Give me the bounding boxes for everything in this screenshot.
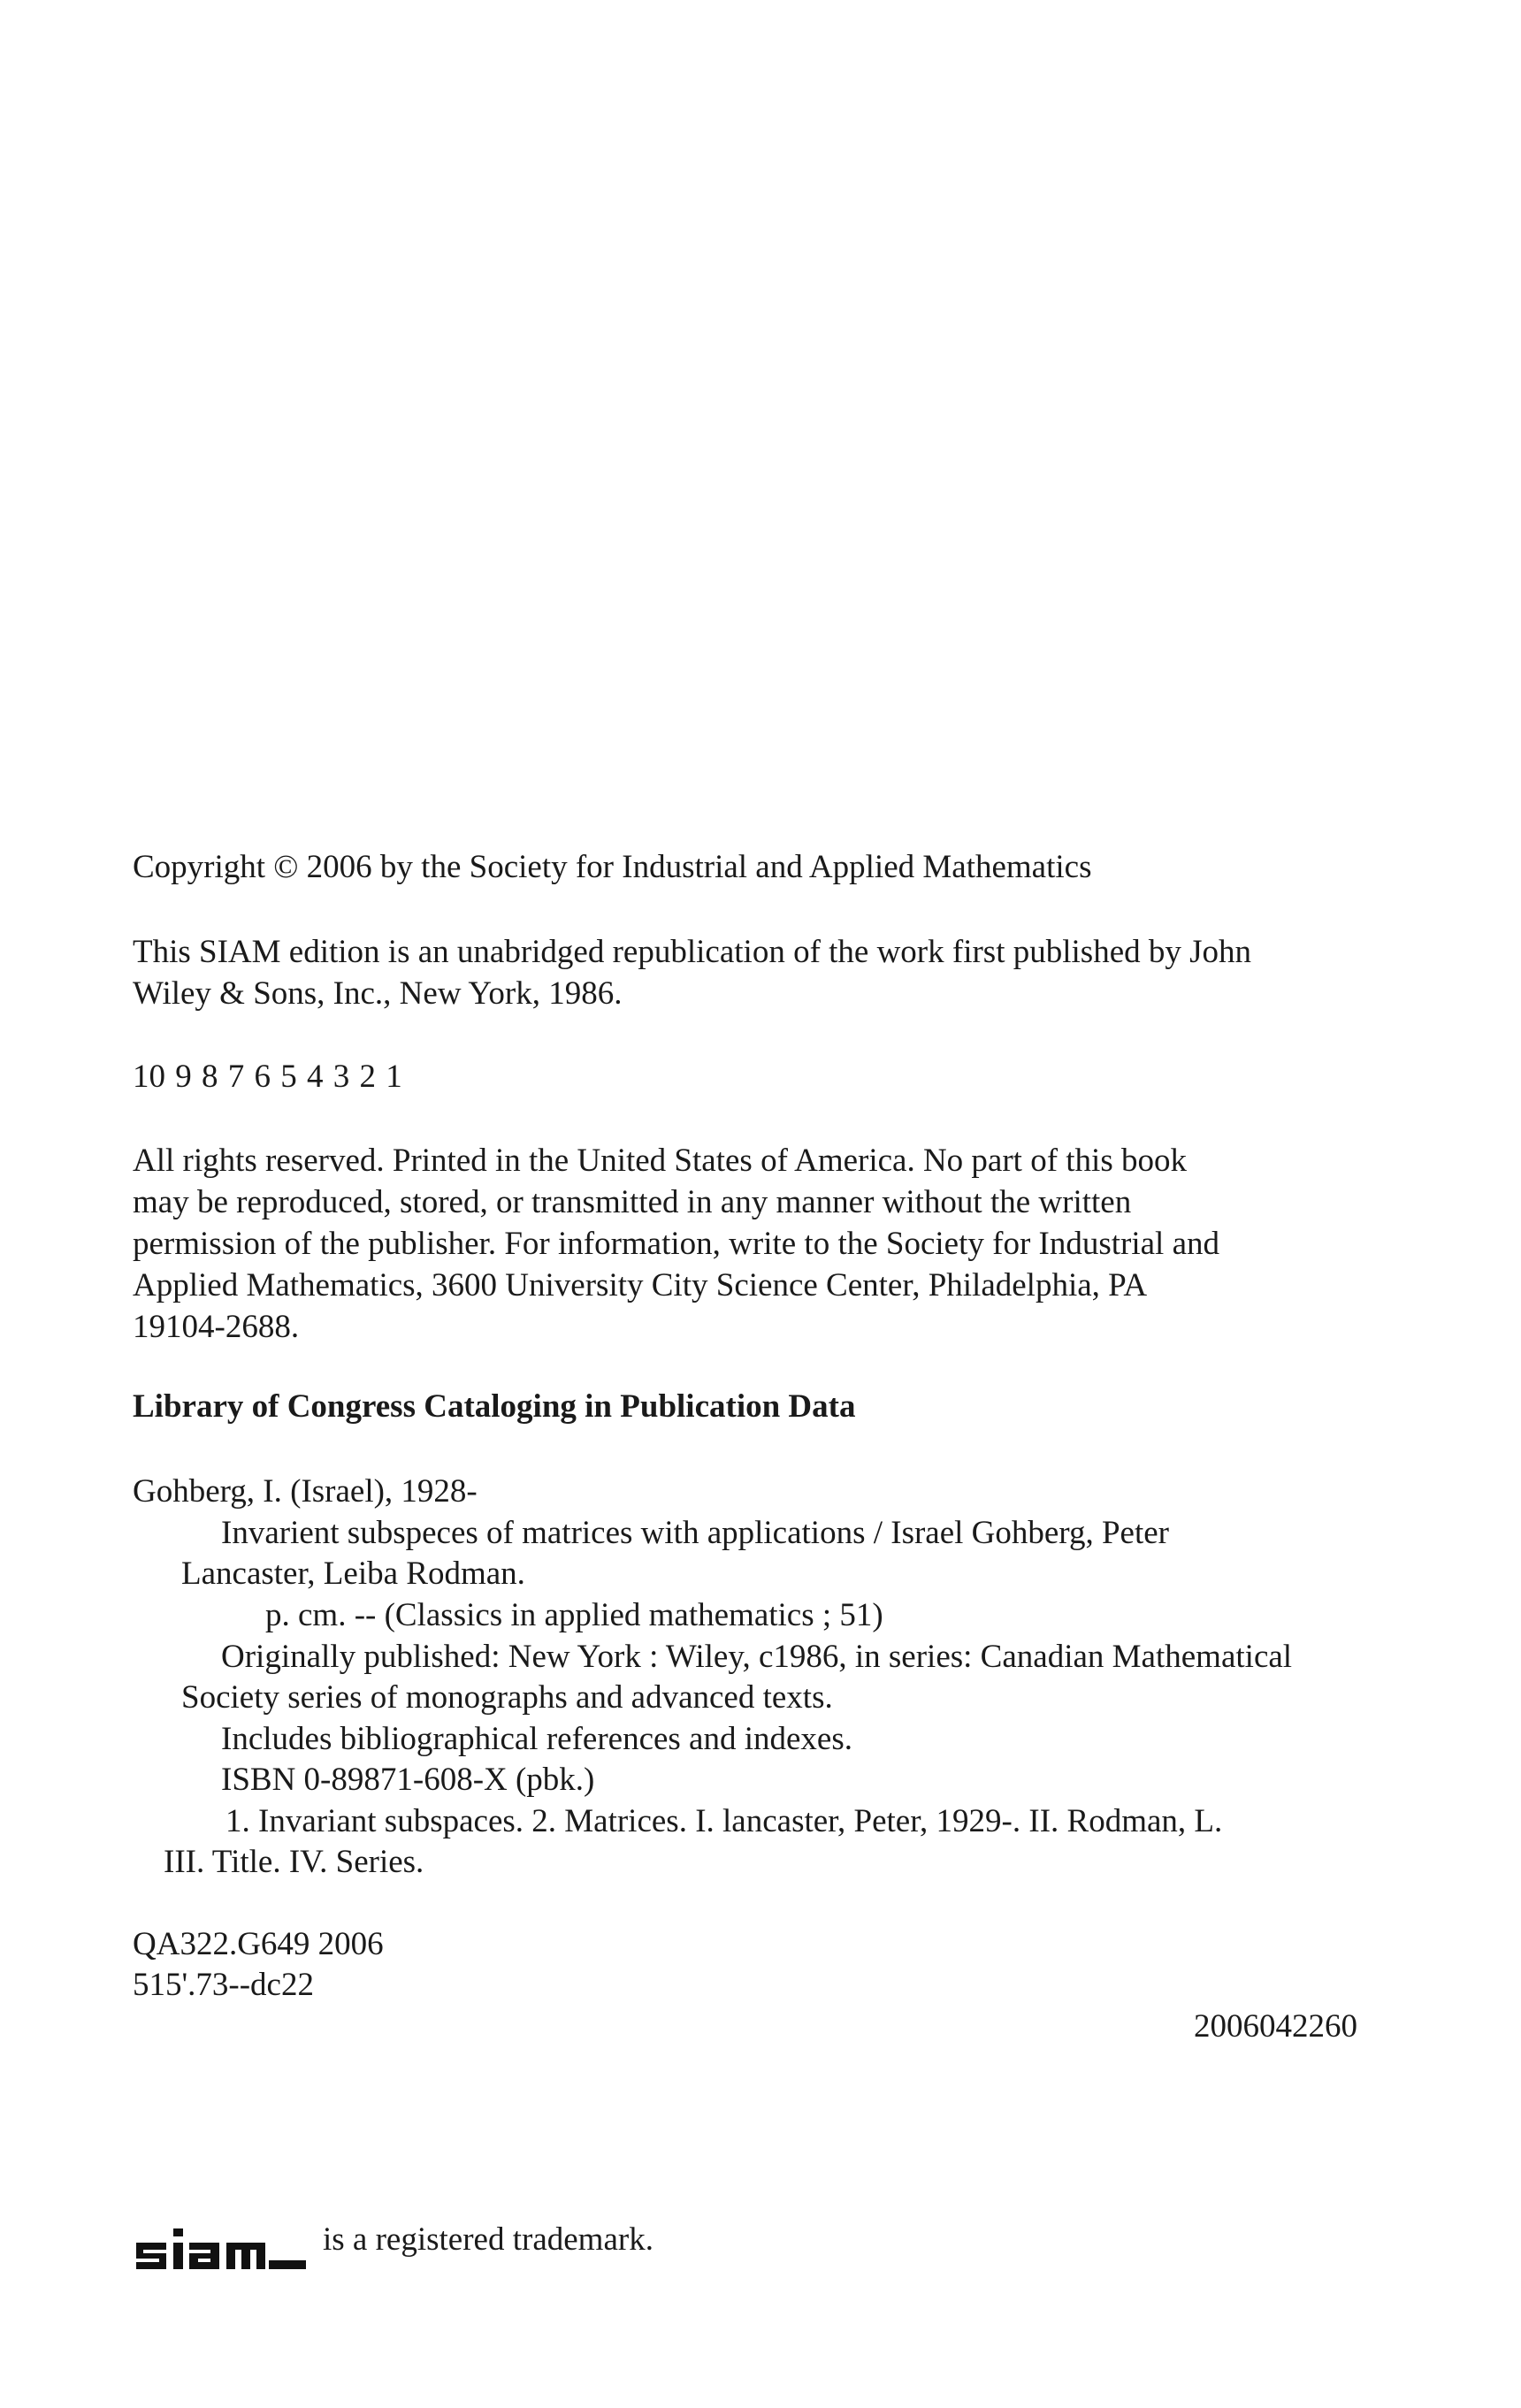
rights-line-1: All rights reserved. Printed in the United States of America. No part of this book [133,1143,1187,1179]
cip-includes: Includes bibliographical references and indexes. [221,1721,853,1757]
cip-subjects-line-2: III. Title. IV. Series. [164,1844,424,1880]
printing-numbers: 10 9 8 7 6 5 4 3 2 1 [133,1059,402,1095]
cip-title-line-1: Invarient subspeces of matrices with applications / Israel Gohberg, Peter [221,1515,1169,1551]
cip-author: Gohberg, I. (Israel), 1928- [133,1473,478,1510]
siam-logo-icon [133,2211,310,2271]
rights-line-4: Applied Mathematics, 3600 University City Science Center, Philadelphia, PA [133,1267,1148,1303]
rights-line-5: 19104-2688. [133,1309,300,1345]
cip-heading: Library of Congress Cataloging in Publication Data [133,1388,856,1425]
copyright-line: Copyright © 2006 by the Society for Industrial and Applied Mathematics [133,849,1092,885]
lc-classification: QA322.G649 2006 [133,1926,384,1962]
siam-logo [133,2209,310,2271]
cip-title-line-2: Lancaster, Leiba Rodman. [181,1556,525,1592]
cip-physical: p. cm. -- (Classics in applied mathematics ; 51) [265,1597,883,1633]
cip-subjects-line-1: 1. Invariant subspaces. 2. Matrices. I. lancaster, Peter, 1929-. II. Rodman, L. [225,1803,1223,1839]
edition-line-1: This SIAM edition is an unabridged republication of the work first published by John [133,934,1252,970]
rights-line-3: permission of the publisher. For information, write to the Society for Industrial and [133,1226,1220,1262]
rights-line-2: may be reproduced, stored, or transmitted in any manner without the written [133,1184,1132,1220]
cip-orig-line-2: Society series of monographs and advanced texts. [181,1679,833,1716]
cip-isbn: ISBN 0-89871-608-X (pbk.) [221,1762,595,1798]
lccn-number: 2006042260 [1194,2008,1357,2045]
edition-line-2: Wiley & Sons, Inc., New York, 1986. [133,975,623,1012]
dewey-classification: 515'.73--dc22 [133,1967,314,2003]
trademark-text: is a registered trademark. [323,2221,653,2258]
cip-orig-line-1: Originally published: New York : Wiley, c1986, in series: Canadian Mathematical [221,1639,1293,1675]
